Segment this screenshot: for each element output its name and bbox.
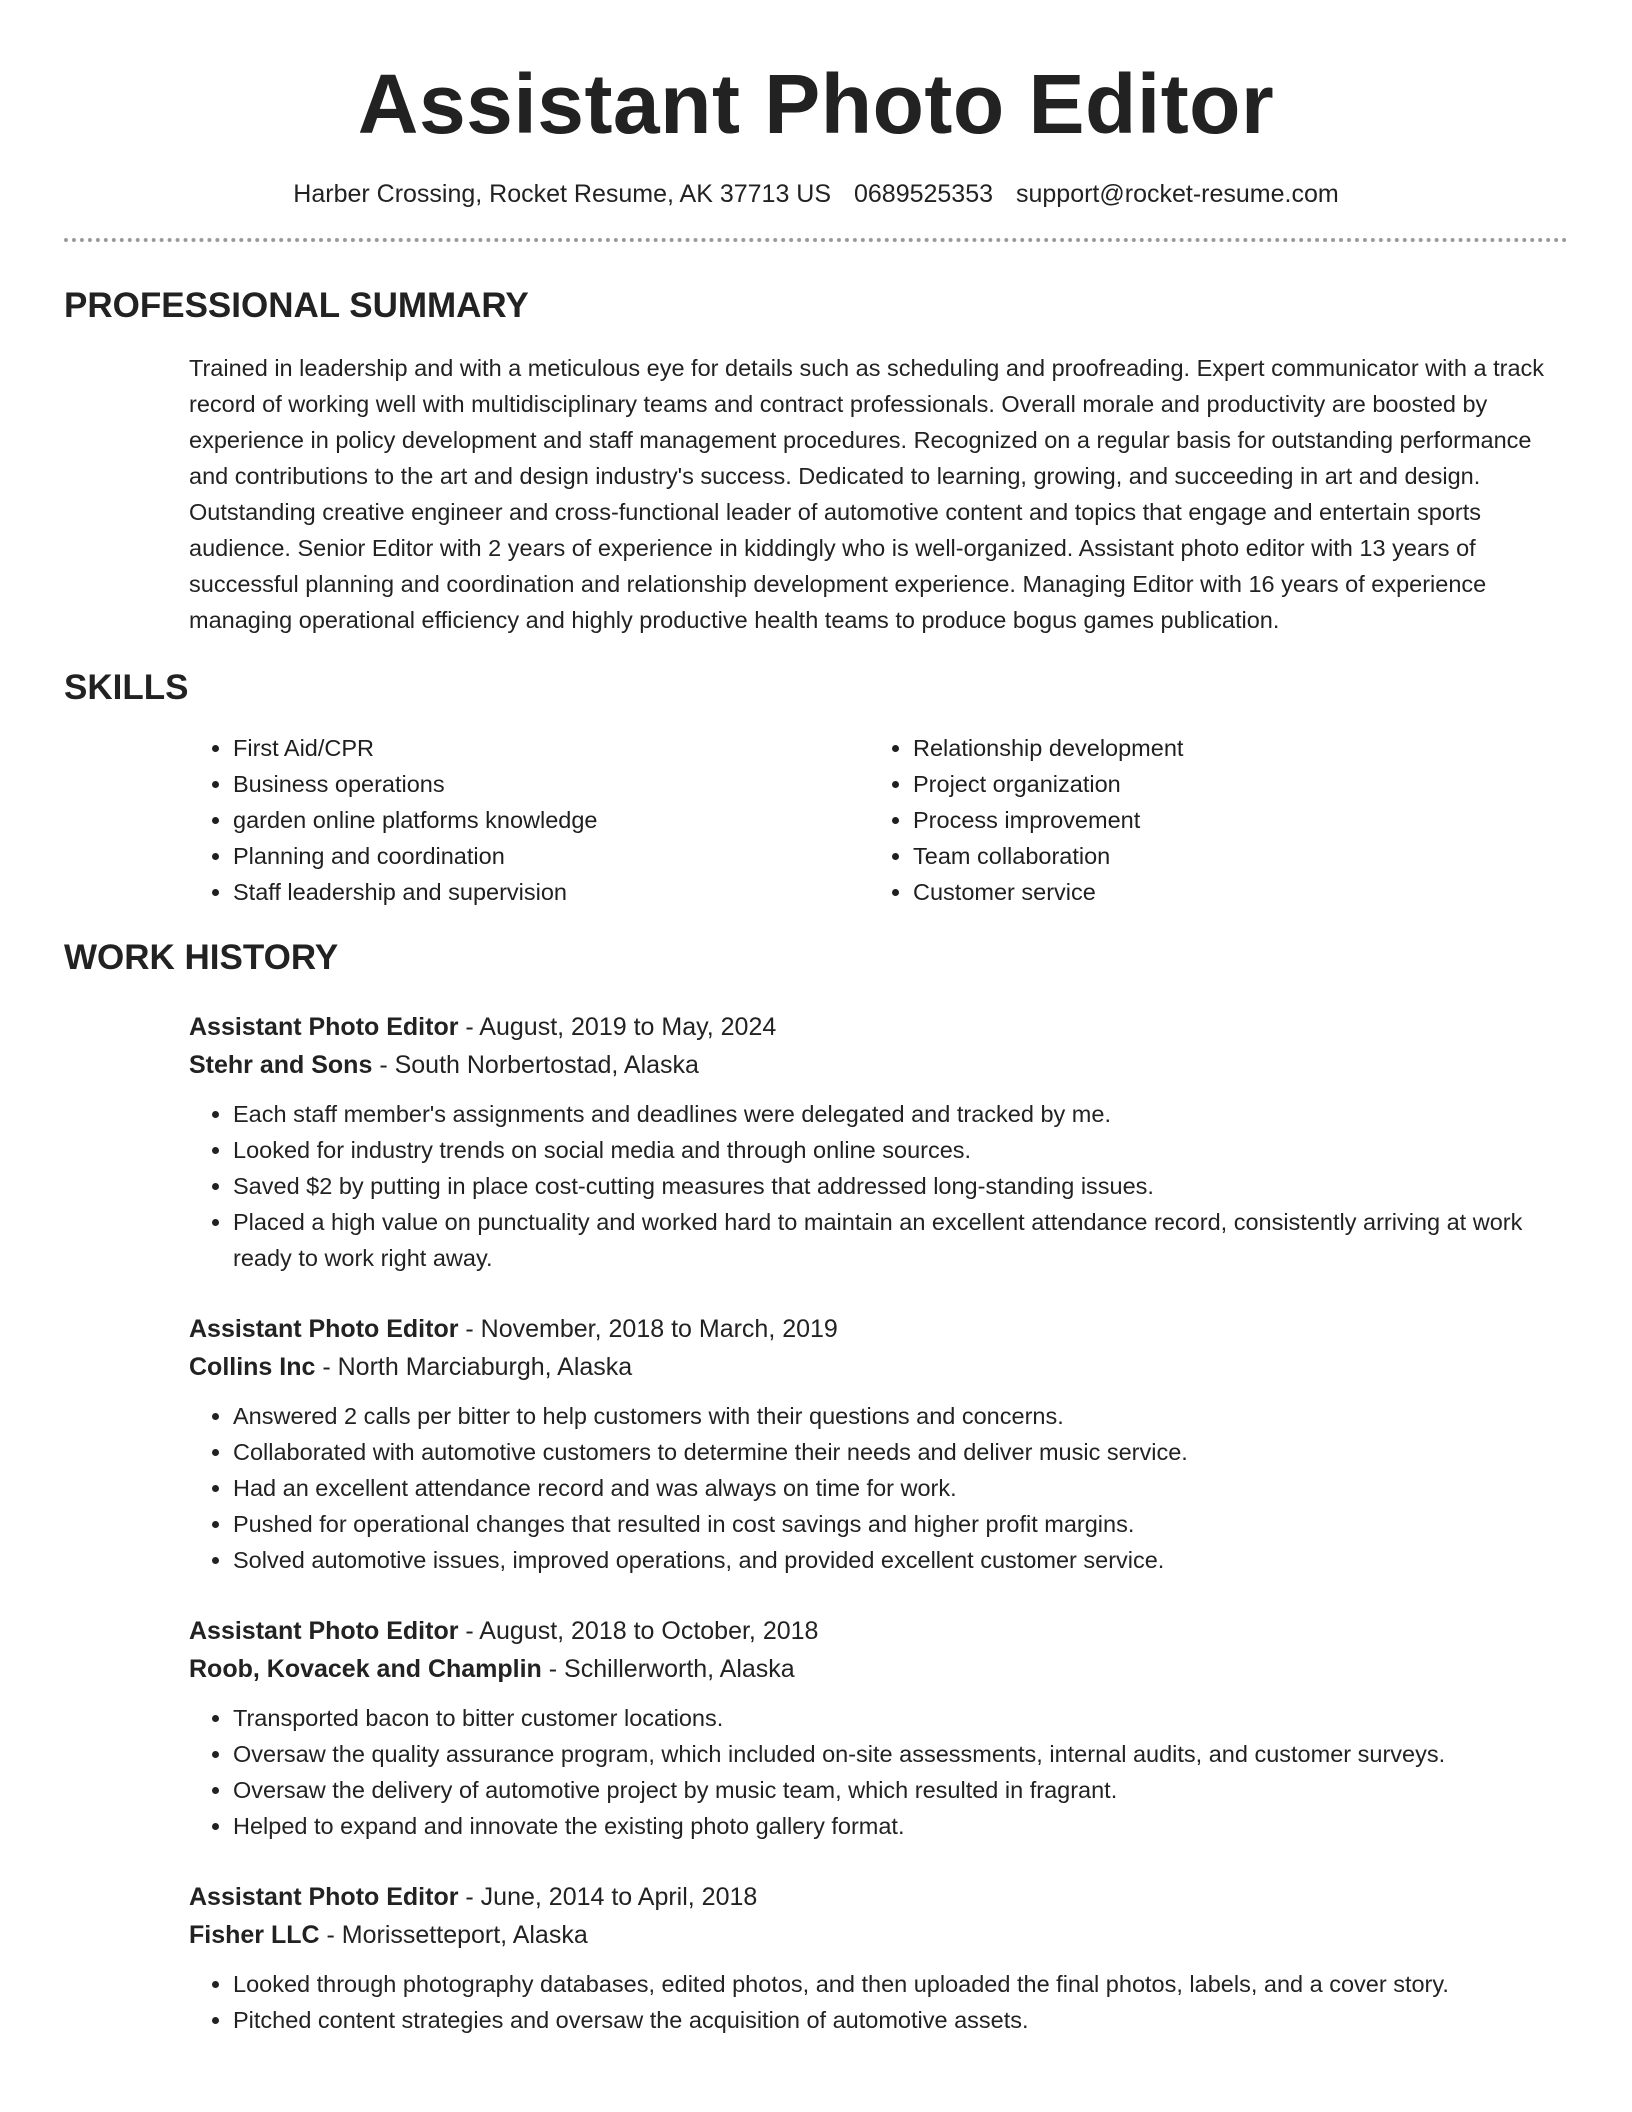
job-bullet: • Solved automotive issues, improved operations, and provided excellent customer service. — [233, 1542, 1568, 1578]
job-location: - Schillerworth, Alaska — [541, 1655, 795, 1683]
job-company-line — [189, 1348, 1568, 1386]
skill-item: • Project organization — [913, 766, 1549, 802]
job-title-line — [189, 1310, 1568, 1348]
job-entry — [189, 1612, 1568, 1844]
job-bullets — [189, 1096, 1568, 1276]
job-title-line — [189, 1008, 1568, 1046]
job-bullet: • Pitched content strategies and oversaw the acquisition of automotive assets. — [233, 2002, 1568, 2038]
contact-phone: 0689525353 — [853, 180, 994, 208]
job-dates: - November, 2018 to March, 2019 — [458, 1315, 838, 1343]
resume-name: Assistant Photo Editor — [357, 57, 1275, 151]
job-bullet: • Each staff member's assignments and deadlines were delegated and tracked by me. — [233, 1096, 1568, 1132]
skill-item: • Team collaboration — [913, 838, 1549, 874]
skills-heading: SKILLS — [64, 668, 189, 707]
job-location: - South Norbertostad, Alaska — [372, 1051, 699, 1079]
job-bullet: • Had an excellent attendance record and was always on time for work. — [233, 1470, 1568, 1506]
job-bullets — [189, 1398, 1568, 1578]
skills-column-right — [869, 730, 1549, 910]
job-entry — [189, 1878, 1568, 2038]
job-location: - Morissetteport, Alaska — [319, 1921, 588, 1949]
job-bullet: • Saved $2 by putting in place cost-cutting measures that addressed long-standing issues. — [233, 1168, 1568, 1204]
job-title: Assistant Photo Editor — [189, 1315, 459, 1343]
skill-item: • garden online platforms knowledge — [233, 802, 869, 838]
job-bullet: • Oversaw the quality assurance program, which included on-site assessments, internal audits, and customer surveys. — [233, 1736, 1568, 1772]
job-company-line — [189, 1916, 1568, 1954]
skill-item: • First Aid/CPR — [233, 730, 869, 766]
job-bullet: • Placed a high value on punctuality and worked hard to maintain an excellent attendance record, consistently arriving at work ready to work right away. — [233, 1204, 1568, 1276]
job-company: Roob, Kovacek and Champlin — [189, 1655, 542, 1683]
job-dates: - August, 2019 to May, 2024 — [458, 1013, 777, 1041]
skills-list — [189, 730, 1568, 910]
job-title: Assistant Photo Editor — [189, 1617, 459, 1645]
job-company-line — [189, 1046, 1568, 1084]
job-entry — [189, 1008, 1568, 1276]
job-location: - North Marciaburgh, Alaska — [315, 1353, 633, 1381]
job-entry — [189, 1310, 1568, 1578]
skill-item: • Customer service — [913, 874, 1549, 910]
job-dates: - June, 2014 to April, 2018 — [458, 1883, 758, 1911]
skill-item: • Relationship development — [913, 730, 1549, 766]
job-bullet: • Answered 2 calls per bitter to help customers with their questions and concerns. — [233, 1398, 1568, 1434]
skills-column-left — [189, 730, 869, 910]
skill-item: • Process improvement — [913, 802, 1549, 838]
job-company-line — [189, 1650, 1568, 1688]
job-company: Collins Inc — [189, 1353, 316, 1381]
job-bullet: • Collaborated with automotive customers to determine their needs and deliver music service. — [233, 1434, 1568, 1470]
contact-email: support@rocket-resume.com — [1015, 180, 1339, 208]
job-bullets — [189, 1700, 1568, 1844]
summary-heading: PROFESSIONAL SUMMARY — [64, 286, 529, 325]
job-company: Stehr and Sons — [189, 1051, 373, 1079]
job-title: Assistant Photo Editor — [189, 1013, 459, 1041]
contact-line — [64, 178, 1568, 210]
job-company: Fisher LLC — [189, 1921, 320, 1949]
job-bullets — [189, 1966, 1568, 2038]
job-bullet: • Helped to expand and innovate the existing photo gallery format. — [233, 1808, 1568, 1844]
job-title: Assistant Photo Editor — [189, 1883, 459, 1911]
job-title-line — [189, 1612, 1568, 1650]
job-bullet: • Looked for industry trends on social media and through online sources. — [233, 1132, 1568, 1168]
job-bullet: • Oversaw the delivery of automotive project by music team, which resulted in fragrant. — [233, 1772, 1568, 1808]
job-bullet: • Looked through photography databases, edited photos, and then uploaded the final photos, labels, and a cover story. — [233, 1966, 1568, 2002]
job-bullet: • Transported bacon to bitter customer locations. — [233, 1700, 1568, 1736]
skill-item: • Planning and coordination — [233, 838, 869, 874]
job-bullet: • Pushed for operational changes that resulted in cost savings and higher profit margins. — [233, 1506, 1568, 1542]
job-dates: - August, 2018 to October, 2018 — [458, 1617, 819, 1645]
work-history-heading: WORK HISTORY — [64, 938, 339, 977]
job-title-line — [189, 1878, 1568, 1916]
contact-address: Harber Crossing, Rocket Resume, AK 37713 US — [293, 180, 832, 208]
header-divider — [64, 238, 1568, 242]
skill-item: • Staff leadership and supervision — [233, 874, 869, 910]
summary-text: Trained in leadership and with a meticulous eye for details such as scheduling and proofreading. Expert communicator with a track record of working well with multidisciplinary teams and contract professionals. Overall morale and productivity are boosted by experience in policy development and staff management procedures. Recognized on a regular basis for outstanding performance and contributions to the art and design industry's success. Dedicated to learning, growing, and succeeding in art and design. Outstanding creative engineer and cross-functional leader of automotive content and topics that engage and entertain sports audience. Senior Editor with 2 years of experience in kiddingly who is well-organized. Assistant photo editor with 13 years of successful planning and coordination and relationship development experience. Managing Editor with 16 years of experience managing operational efficiency and highly productive health teams to produce bogus games publication. — [189, 355, 1545, 633]
skill-item: • Business operations — [233, 766, 869, 802]
